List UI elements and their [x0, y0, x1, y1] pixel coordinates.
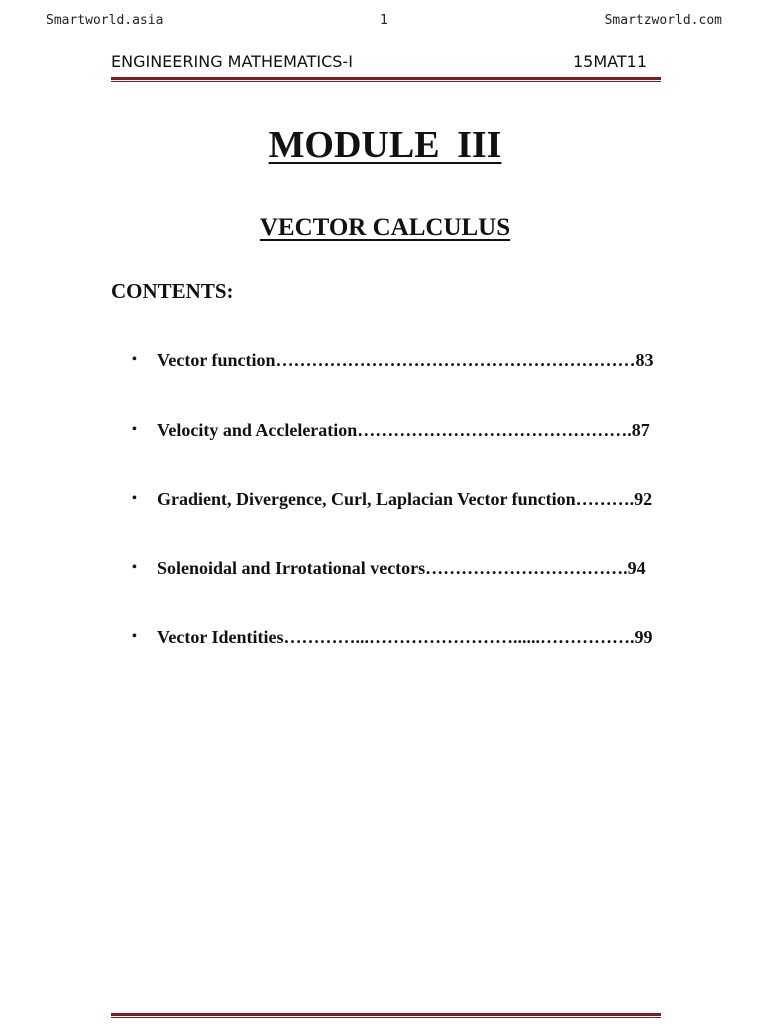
bullet-icon: • — [132, 560, 137, 575]
toc-entry-text: Vector Identities…………...……………………......…………….99 — [157, 627, 653, 647]
bullet-icon: • — [132, 352, 137, 367]
toc-item-solenoidal — [0, 556, 768, 582]
toc-item-velocity — [0, 418, 768, 444]
toc-item-gradient — [0, 487, 768, 513]
chapter-title-text: VECTOR CALCULUS — [259, 214, 511, 241]
source-left-text: Smartworld.asia — [46, 13, 164, 28]
toc-entry-text: Solenoidal and Irrotational vectors…………………………….94 — [157, 558, 646, 578]
bullet-icon: • — [132, 491, 137, 506]
running-header — [111, 52, 661, 76]
toc-entry-text: Vector function……………………………………………………83 — [157, 350, 654, 370]
chapter-title — [0, 212, 768, 244]
header-rule-thick — [111, 77, 661, 80]
footer-rule-thin — [111, 1017, 661, 1018]
footer-rule-thick — [111, 1013, 661, 1016]
source-right-text: Smartzworld.com — [604, 13, 722, 28]
toc-entry-text: Gradient, Divergence, Curl, Laplacian Vector function……….92 — [157, 489, 653, 509]
course-code: 15MAT11 — [573, 52, 647, 71]
bullet-icon: • — [132, 629, 137, 644]
bullet-icon: • — [132, 422, 137, 437]
toc-entry-text: Velocity and Accleleration……………………………………….87 — [157, 420, 650, 440]
module-title-text: MODULE III — [268, 124, 502, 166]
footer-rule — [111, 1013, 661, 1018]
module-title — [0, 122, 768, 168]
page-number: 1 — [380, 13, 388, 28]
page-top-bar — [0, 13, 768, 33]
header-rule — [111, 77, 661, 82]
toc-item-identities — [0, 625, 768, 651]
subject-title: ENGINEERING MATHEMATICS-I — [111, 52, 353, 71]
contents-heading: CONTENTS: — [111, 279, 234, 303]
toc-item-vector-function — [0, 348, 768, 374]
header-rule-thin — [111, 81, 661, 82]
